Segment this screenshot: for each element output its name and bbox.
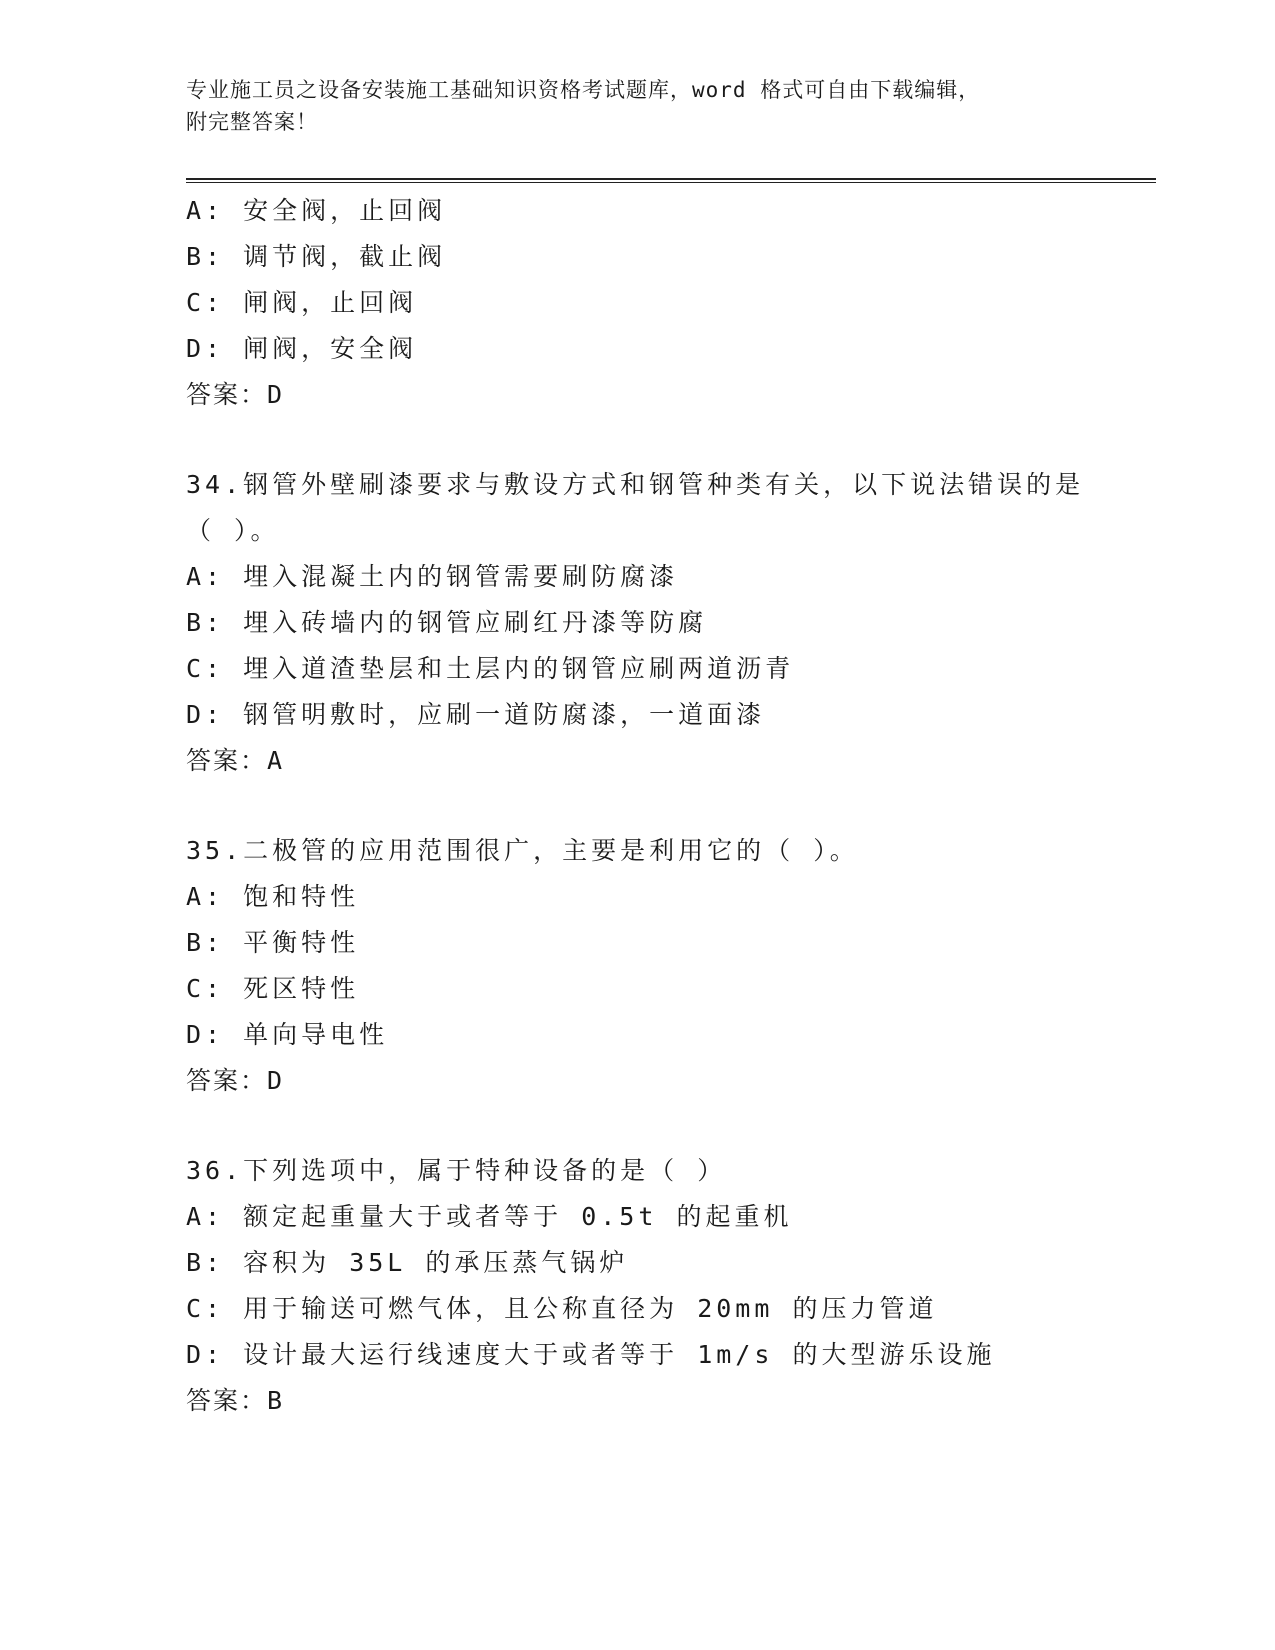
spacer	[186, 418, 1146, 462]
option-c: C: 埋入道渣垫层和土层内的钢管应刷两道沥青	[186, 654, 795, 683]
option-d: D: 单向导电性	[186, 1020, 389, 1049]
option-b: B: 平衡特性	[186, 928, 360, 957]
option-c: C: 死区特性	[186, 974, 360, 1003]
spacer	[186, 784, 1146, 828]
question-34	[186, 462, 1146, 784]
option-b: B: 埋入砖墙内的钢管应刷红丹漆等防腐	[186, 608, 708, 637]
question-36	[186, 1148, 1146, 1424]
answer: 答案：A	[186, 746, 285, 775]
answer: 答案：D	[186, 1066, 285, 1095]
question-stem-continued: （ ）。	[186, 516, 280, 545]
option-a: A: 埋入混凝土内的钢管需要刷防腐漆	[186, 562, 679, 591]
option-d: D: 设计最大运行线速度大于或者等于 1m/s 的大型游乐设施	[186, 1340, 996, 1369]
question-list	[186, 188, 1146, 1424]
question-35	[186, 828, 1146, 1104]
answer: 答案：D	[186, 380, 285, 409]
header-divider	[186, 178, 1156, 183]
question-stem: 34.钢管外壁刷漆要求与敷设方式和钢管种类有关，以下说法错误的是	[186, 470, 1085, 499]
question-33	[186, 188, 1146, 418]
option-c: C: 闸阀，止回阀	[186, 288, 418, 317]
option-a: A: 饱和特性	[186, 882, 360, 911]
question-stem: 36.下列选项中，属于特种设备的是（ ）	[186, 1156, 727, 1185]
option-d: D: 钢管明敷时，应刷一道防腐漆，一道面漆	[186, 700, 766, 729]
spacer	[186, 1104, 1146, 1148]
option-d: D: 闸阀，安全阀	[186, 334, 418, 363]
option-b: B: 调节阀，截止阀	[186, 242, 447, 271]
question-stem: 35.二极管的应用范围很广，主要是利用它的（ ）。	[186, 836, 859, 865]
option-a: A: 额定起重量大于或者等于 0.5t 的起重机	[186, 1202, 793, 1231]
answer: 答案：B	[186, 1386, 285, 1415]
header-line-2: 附完整答案！	[186, 110, 318, 134]
header-line-1: 专业施工员之设备安装施工基础知识资格考试题库，word 格式可自由下载编辑，	[186, 78, 981, 102]
option-a: A: 安全阀，止回阀	[186, 196, 447, 225]
option-c: C: 用于输送可燃气体，且公称直径为 20mm 的压力管道	[186, 1294, 938, 1323]
document-header	[186, 74, 1086, 138]
option-b: B: 容积为 35L 的承压蒸气锅炉	[186, 1248, 629, 1277]
